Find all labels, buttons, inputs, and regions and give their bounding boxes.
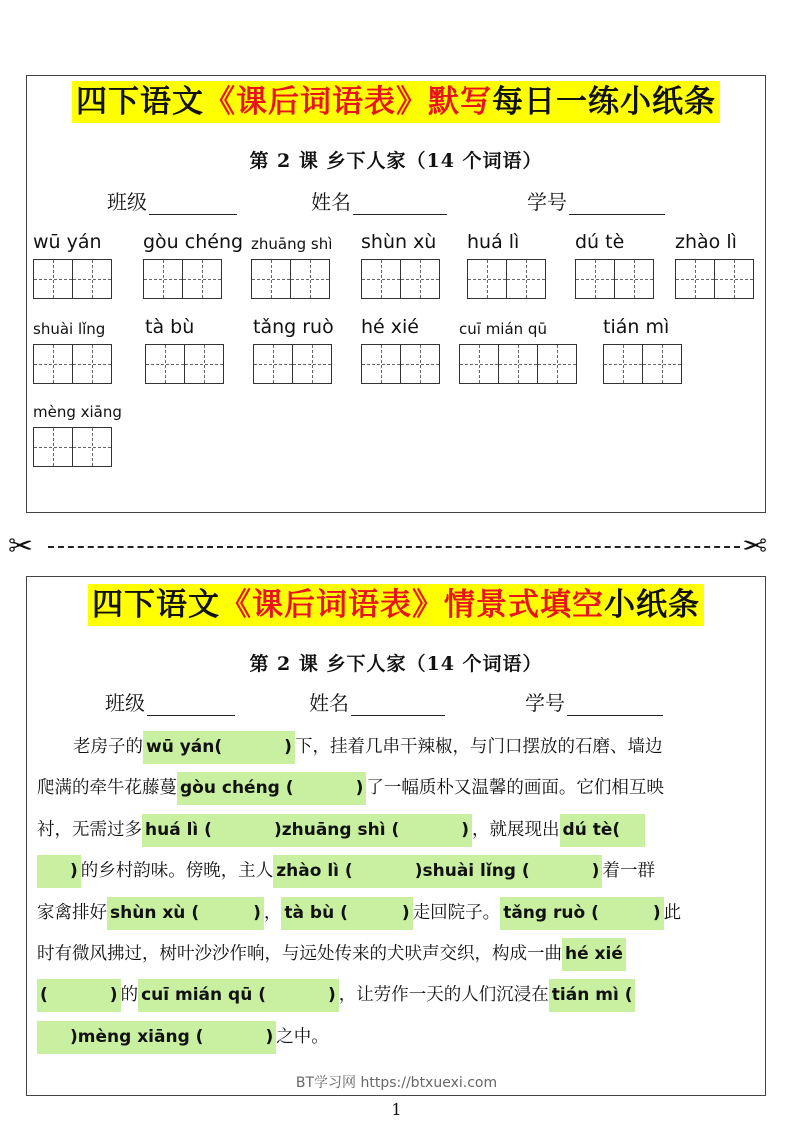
fill-blank[interactable]: gòu chéng ( ) — [177, 772, 366, 805]
name-field[interactable]: 姓名 — [309, 687, 445, 716]
tian-grid-cell[interactable] — [642, 344, 682, 384]
fill-blank[interactable]: wū yán( ) — [143, 731, 295, 764]
tian-grid-cell[interactable] — [33, 259, 73, 299]
writing-boxes[interactable] — [143, 259, 222, 299]
student-number-field[interactable]: 学号 — [525, 687, 663, 716]
writing-boxes[interactable] — [361, 259, 440, 299]
writing-boxes[interactable] — [251, 259, 330, 299]
pinyin-label: cuī mián qū — [459, 320, 547, 338]
tian-grid-cell[interactable] — [182, 259, 222, 299]
tian-grid-cell[interactable] — [603, 344, 643, 384]
tian-grid-cell[interactable] — [184, 344, 224, 384]
tian-grid-cell[interactable] — [253, 344, 293, 384]
fill-blank[interactable]: hé xié — [562, 938, 626, 971]
fill-blank[interactable]: tián mì ( — [549, 979, 636, 1012]
fill-blank[interactable]: ( ) — [37, 979, 121, 1012]
fill-blank[interactable]: tà bù ( ) — [281, 897, 412, 930]
word-item — [145, 316, 265, 386]
fill-blank[interactable]: ) — [37, 855, 81, 888]
writing-boxes[interactable] — [33, 259, 112, 299]
fill-in-card — [26, 576, 766, 1096]
fill-blank[interactable]: tǎng ruò ( ) — [500, 897, 663, 930]
tian-grid-cell[interactable] — [675, 259, 715, 299]
tian-grid-cell[interactable] — [72, 427, 112, 467]
fill-blank[interactable]: dú tè( — [560, 814, 646, 847]
writing-boxes[interactable] — [33, 427, 112, 467]
card-title: 四下语文《课后词语表》默写每日一练小纸条 — [72, 81, 720, 123]
dictation-card — [26, 75, 766, 513]
tian-grid-cell[interactable] — [72, 344, 112, 384]
fill-blank[interactable]: shùn xù ( ) — [107, 897, 264, 930]
footer-watermark: BT学习网 https://btxuexi.com — [295, 1075, 498, 1091]
pinyin-label: shùn xù — [361, 231, 437, 253]
word-item — [467, 231, 587, 301]
tian-grid-cell[interactable] — [400, 344, 440, 384]
pinyin-label: hé xié — [361, 316, 419, 338]
tian-grid-cell[interactable] — [361, 259, 401, 299]
word-item — [361, 231, 481, 301]
pinyin-label: tián mì — [603, 316, 670, 338]
tian-grid-cell[interactable] — [537, 344, 577, 384]
pinyin-label: gòu chéng — [143, 231, 244, 253]
tian-grid-cell[interactable] — [467, 259, 507, 299]
class-field[interactable]: 班级 — [107, 186, 237, 215]
tian-grid-cell[interactable] — [292, 344, 332, 384]
tian-grid-cell[interactable] — [575, 259, 615, 299]
tian-grid-cell[interactable] — [251, 259, 291, 299]
pinyin-label: dú tè — [575, 231, 625, 253]
pinyin-label: tǎng ruò — [253, 316, 334, 338]
writing-boxes[interactable] — [459, 344, 577, 384]
tian-grid-cell[interactable] — [143, 259, 183, 299]
cut-line — [48, 546, 740, 548]
word-item — [33, 231, 153, 301]
fill-blank[interactable]: cuī mián qū ( ) — [138, 979, 339, 1012]
pinyin-label: shuài lǐng — [33, 320, 106, 338]
tian-grid-cell[interactable] — [498, 344, 538, 384]
tian-grid-cell[interactable] — [145, 344, 185, 384]
fill-blank[interactable]: zhào lì ( )shuài lǐng ( ) — [273, 855, 602, 888]
tian-grid-cell[interactable] — [459, 344, 499, 384]
card-title: 四下语文《课后词语表》情景式填空小纸条 — [88, 584, 704, 626]
writing-boxes[interactable] — [33, 344, 112, 384]
pinyin-label: zhào lì — [675, 231, 737, 253]
word-item — [603, 316, 723, 386]
story-paragraph: 老房子的 wū yán( ) 下，挂着几串干辣椒，与门口摆放的石磨、墙边 爬满的牵牛花藤蔓 gòu chéng ( ) 了一幅质朴又温馨的画面。它们相互映 衬，无需过多 huá lì ( )zhuāng shì ( ) ，就展现出 dú tè( ) 的乡村韵味。傍晚，主人 zhào lì ( )shuài lǐng ( ) 着一群 家禽排好 shùn xù ( ) ， tà bù ( ) 走回院子。 tǎng ruò ( ) 此 时有微风拂过，树叶沙沙作响，与远处传来的犬吠声交织，构成一曲 hé xié ( ) 的 cuī mián qū ( ) ，让劳作一天的人们沉浸在 tián mì ( )mèng xiāng ( ) 之中。 — [37, 727, 757, 1058]
tian-grid-cell[interactable] — [614, 259, 654, 299]
scissor-icon: ✂ — [742, 529, 768, 564]
tian-grid-cell[interactable] — [714, 259, 754, 299]
pinyin-label: zhuāng shì — [251, 235, 333, 253]
word-item — [33, 316, 153, 386]
writing-boxes[interactable] — [253, 344, 332, 384]
pinyin-label: tà bù — [145, 316, 195, 338]
fill-blank[interactable]: huá lì ( )zhuāng shì ( ) — [142, 814, 472, 847]
word-item — [459, 316, 579, 386]
tian-grid-cell[interactable] — [506, 259, 546, 299]
scissor-icon: ✂ — [8, 529, 34, 564]
writing-boxes[interactable] — [575, 259, 654, 299]
student-number-field[interactable]: 学号 — [527, 186, 665, 215]
lesson-subtitle: 第 2 课 乡下人家（14 个词语） — [249, 653, 543, 675]
tian-grid-cell[interactable] — [400, 259, 440, 299]
lesson-subtitle: 第 2 课 乡下人家（14 个词语） — [249, 150, 543, 172]
fill-blank[interactable]: )mèng xiāng ( ) — [37, 1021, 276, 1054]
writing-boxes[interactable] — [361, 344, 440, 384]
name-field[interactable]: 姓名 — [311, 186, 447, 215]
page-number: 1 — [391, 1100, 402, 1119]
tian-grid-cell[interactable] — [33, 427, 73, 467]
writing-boxes[interactable] — [467, 259, 546, 299]
pinyin-label: huá lì — [467, 231, 520, 253]
writing-boxes[interactable] — [145, 344, 224, 384]
word-item — [251, 231, 371, 301]
tian-grid-cell[interactable] — [72, 259, 112, 299]
tian-grid-cell[interactable] — [361, 344, 401, 384]
tian-grid-cell[interactable] — [290, 259, 330, 299]
tian-grid-cell[interactable] — [33, 344, 73, 384]
pinyin-label: mèng xiāng — [33, 403, 122, 421]
pinyin-label: wū yán — [33, 231, 102, 253]
writing-boxes[interactable] — [603, 344, 682, 384]
writing-boxes[interactable] — [675, 259, 754, 299]
word-item — [253, 316, 373, 386]
word-item — [143, 231, 263, 301]
word-item — [675, 231, 793, 301]
word-item — [33, 399, 153, 469]
class-field[interactable]: 班级 — [105, 687, 235, 716]
